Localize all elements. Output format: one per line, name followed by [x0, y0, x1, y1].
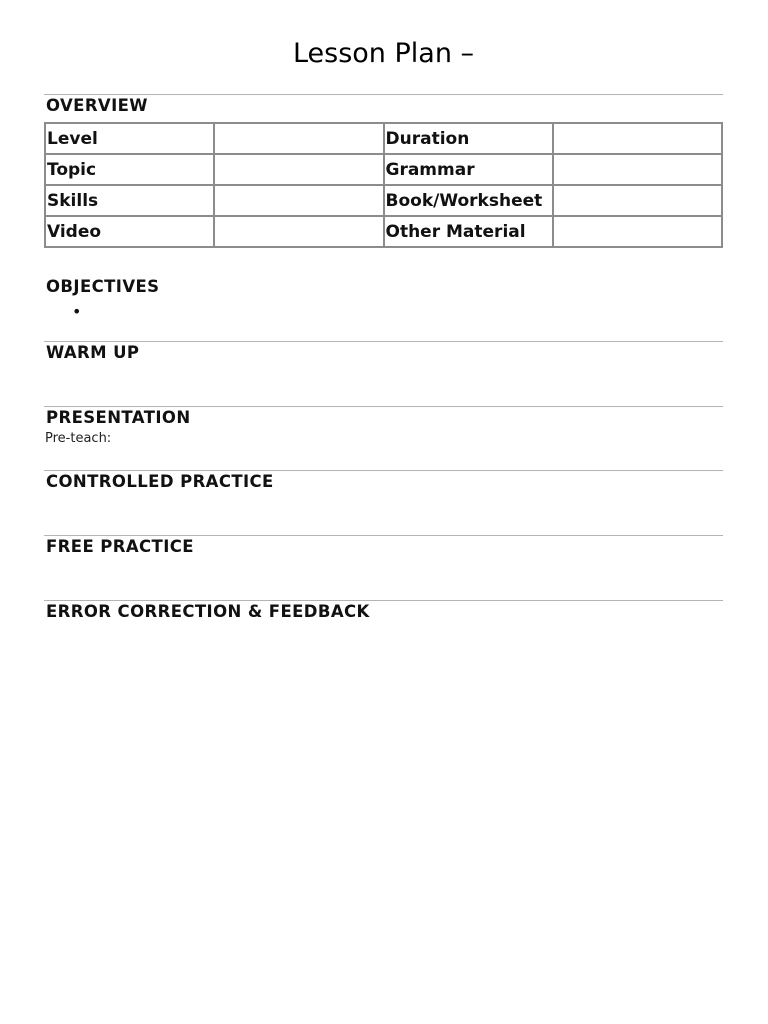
table-row [45, 185, 722, 216]
warm-up-section [44, 341, 723, 363]
list-item[interactable] [44, 303, 723, 321]
book-worksheet-value-cell[interactable] [553, 185, 722, 216]
video-value-cell[interactable] [214, 216, 383, 247]
overview-section [44, 94, 723, 242]
pre-teach-text: Pre-teach: [45, 431, 112, 446]
duration-label: Duration [384, 123, 553, 154]
skills-value-cell[interactable] [214, 185, 383, 216]
grammar-value-cell[interactable] [553, 154, 722, 185]
table-row [45, 154, 722, 185]
video-label: Video [45, 216, 214, 247]
level-value-cell[interactable] [214, 123, 383, 154]
other-material-value-cell[interactable] [553, 216, 722, 247]
controlled-practice-heading: CONTROLLED PRACTICE [46, 472, 274, 491]
overview-heading: OVERVIEW [46, 96, 148, 115]
book-worksheet-label: Book/Worksheet [384, 185, 553, 216]
warm-up-heading: WARM UP [46, 343, 140, 362]
objectives-list [44, 303, 723, 321]
table-row [45, 216, 722, 247]
grammar-label: Grammar [384, 154, 553, 185]
skills-label: Skills [45, 185, 214, 216]
level-label: Level [45, 123, 214, 154]
free-practice-heading: FREE PRACTICE [46, 537, 194, 556]
presentation-heading: PRESENTATION [46, 408, 191, 427]
objectives-section [44, 276, 723, 321]
free-practice-section [44, 535, 723, 557]
topic-label: Topic [45, 154, 214, 185]
other-material-label: Other Material [384, 216, 553, 247]
objectives-heading: OBJECTIVES [46, 277, 160, 296]
presentation-section [44, 406, 723, 447]
bullet-icon: • [72, 302, 82, 321]
document-title: Lesson Plan – [292, 38, 475, 69]
table-row [45, 123, 722, 154]
topic-value-cell[interactable] [214, 154, 383, 185]
controlled-practice-section [44, 470, 723, 492]
overview-table [44, 122, 723, 248]
error-correction-heading: ERROR CORRECTION & FEEDBACK [46, 602, 370, 621]
duration-value-cell[interactable] [553, 123, 722, 154]
error-correction-section [44, 600, 723, 622]
